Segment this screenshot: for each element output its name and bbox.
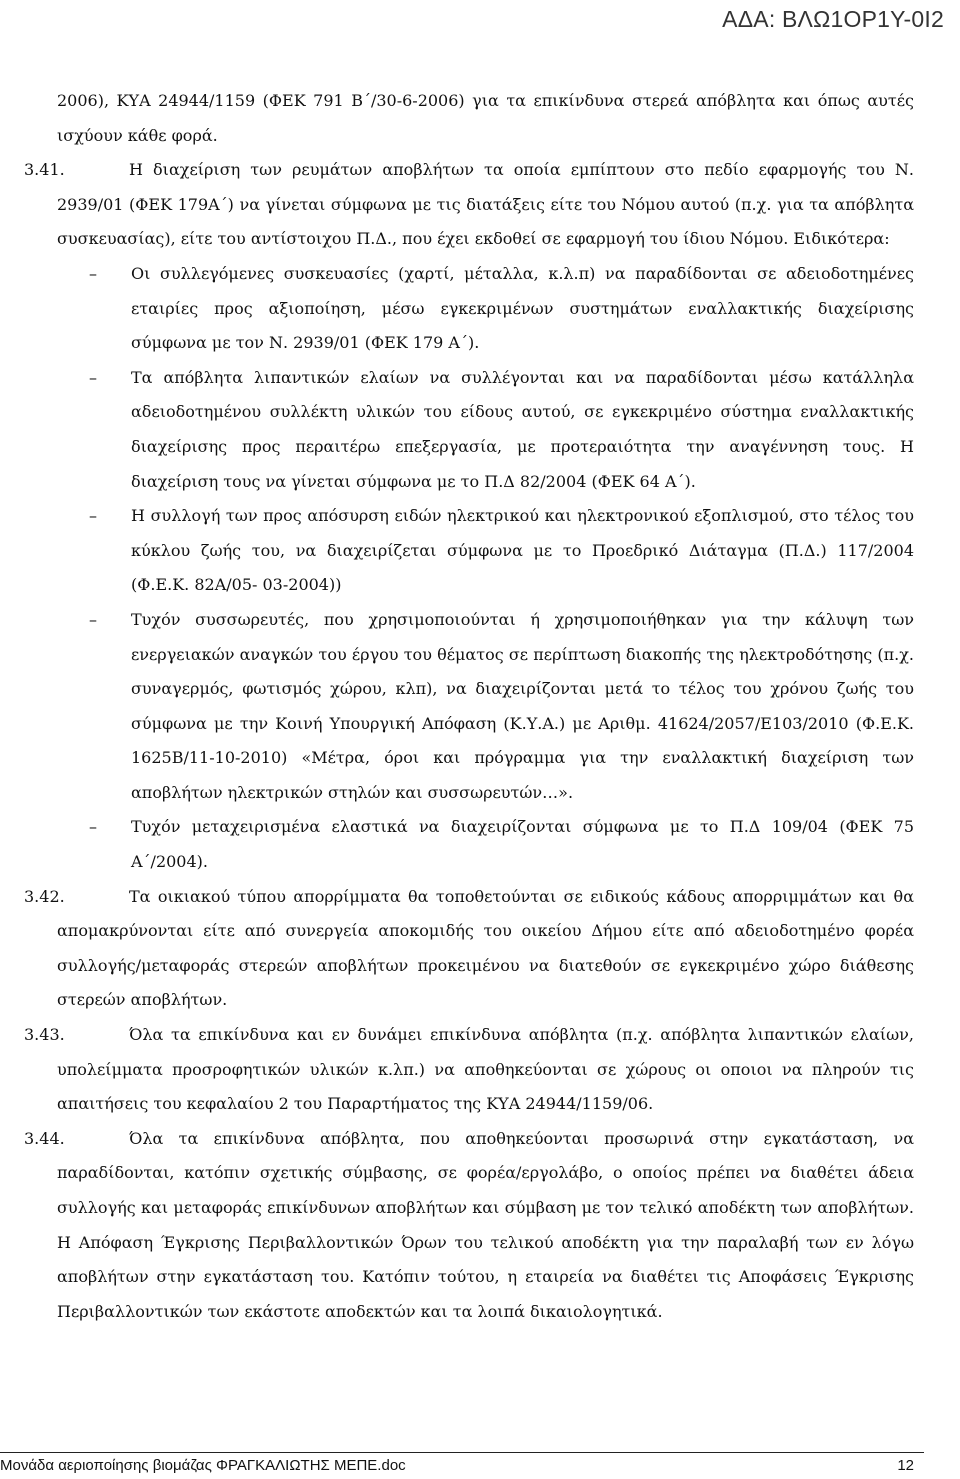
section-text: Όλα τα επικίνδυνα απόβλητα, που αποθηκεύονται προσωρινά στην εγκατάσταση, να παραδίδονται, κατόπιν σχετικής σύμβασης, σε φορέα/εργολάβο, ο οποίος πρέπει να διαθέτει άδεια συλλογής και μεταφοράς επικίνδυνων αποβλήτων και σύμβαση με τον τελικό αποδέκτη των αποβλήτων. Η Απόφαση Έγκρισης Περιβαλλοντικών Όρων του τελικού αποδέκτη για την παραλαβή των εν λόγω αποβλήτων στην εγκατάσταση του. Κατόπιν τούτου, η εταιρεία να διαθέτει τις Αποφάσεις Έγκρισης Περιβαλλοντικών των εκάστοτε αποδεκτών και τα λοιπά δικαιολογητικά. xyxy=(57,1128,914,1321)
list-item-text: Τα απόβλητα λιπαντικών ελαίων να συλλέγονται και να παραδίδονται μέσω κατάλληλα αδειοδοτημένου συλλέκτη υλικών του είδους αυτού, σε εγκεκριμένο σύστημα εναλλακτικής διαχείρισης προς περαιτέρω επεξεργασία, με προτεραιότητα την αναγέννηση τους. Η διαχείριση τους να γίνεται σύμφωνα με το Π.Δ 82/2004 (ΦΕΚ 64 Α΄). xyxy=(131,367,914,491)
section-number: 3.43. xyxy=(24,1025,65,1045)
section-3-44 xyxy=(24,1122,914,1330)
dash-marker: – xyxy=(89,609,97,629)
ada-identifier: ΑΔΑ: ΒΛΩ1ΟΡ1Υ-0Ι2 xyxy=(722,6,944,32)
footer-filename: Μονάδα αεριοποίησης βιομάζας ΦΡΑΓΚΑΛΙΩΤΗΣ ΜΕΠΕ.doc xyxy=(0,1457,406,1474)
document-body xyxy=(24,84,914,1329)
list-item-text: Τυχόν μεταχειρισμένα ελαστικά να διαχειρίζονται σύμφωνα με το Π.Δ 109/04 (ΦΕΚ 75 Α΄/2004). xyxy=(131,817,914,872)
list-item-text: Οι συλλεγόμενες συσκευασίες (χαρτί, μέταλλα, κ.λ.π) να παραδίδονται σε αδειοδοτημένες εταιρίες προς αξιοποίηση, μέσω εγκεκριμένων συστημάτων εναλλακτικής διαχείρισης σύμφωνα με τον Ν. 2939/01 (ΦΕΚ 179 Α΄). xyxy=(131,263,914,353)
section-3-42 xyxy=(24,880,914,1018)
section-text: Όλα τα επικίνδυνα και εν δυνάμει επικίνδυνα απόβλητα (π.χ. απόβλητα λιπαντικών ελαίων, υπολείμματα προσροφητικών υλικών κ.λπ.) να αποθηκεύονται σε χώρους οι οποιοι να πληρούν τις απαιτήσεις του κεφαλαίου 2 του Παραρτήματος της ΚΥΑ 24944/1159/06. xyxy=(57,1025,914,1114)
list-item xyxy=(57,499,914,603)
list-item xyxy=(57,603,914,811)
list-item xyxy=(57,810,914,879)
list-item xyxy=(57,257,914,361)
dash-marker: – xyxy=(89,263,97,283)
dash-marker: – xyxy=(89,367,97,387)
section-number: 3.44. xyxy=(24,1128,65,1148)
list-item xyxy=(57,361,914,499)
page-number: 12 xyxy=(897,1457,914,1474)
section-3-43 xyxy=(24,1018,914,1122)
bullet-list xyxy=(57,257,914,880)
dash-marker: – xyxy=(89,506,97,526)
section-number: 3.41. xyxy=(24,160,65,180)
footer-divider xyxy=(0,1452,924,1453)
continuation-paragraph: 2006), ΚΥΑ 24944/1159 (ΦΕΚ 791 Β΄/30-6-2006) για τα επικίνδυνα στερεά απόβλητα και όπως αυτές ισχύουν κάθε φορά. xyxy=(57,91,914,145)
list-item-text: Τυχόν συσσωρευτές, που χρησιμοποιούνται ή χρησιμοποιήθηκαν για την κάλυψη των ενεργειακών αναγκών του έργου του θέματος σε περίπτωση διακοπής της ηλεκτροδότησης (π.χ. συναγερμός, φωτισμός χώρου, κλπ), να διαχειρίζονται μετά το τέλος του χρόνου ζωής του σύμφωνα με την Κοινή Υπουργική Απόφαση (Κ.Υ.Α.) με Αριθμ. 41624/2057/Ε103/2010 (Φ.Ε.Κ. 1625Β/11-10-2010) «Μέτρα, όροι και πρόγραμμα για την εναλλακτική διαχείριση των αποβλήτων ηλεκτρικών στηλών και συσσωρευτών…». xyxy=(131,609,914,802)
dash-marker: – xyxy=(89,817,97,837)
section-text: Τα οικιακού τύπου απορρίμματα θα τοποθετούνται σε ειδικούς κάδους απορριμμάτων και θα απομακρύνονται είτε από συνεργεία αποκομιδής του οικείου Δήμου είτε από αδειοδοτημένο φορέα συλλογής/μεταφοράς στερεών αποβλήτων προκειμένου να διατεθούν σε εγκεκριμένο χώρο διάθεσης στερεών αποβλήτων. xyxy=(57,886,914,1010)
list-item-text: Η συλλογή των προς απόσυρση ειδών ηλεκτρικού και ηλεκτρονικού εξοπλισμού, στο τέλος του κύκλου ζωής του, να διαχειρίζεται σύμφωνα με το Προεδρικό Διάταγμα (Π.Δ.) 117/2004 (Φ.Ε.Κ. 82Α/05- 03-2004)) xyxy=(131,506,914,595)
section-text: Η διαχείριση των ρευμάτων αποβλήτων τα οποία εμπίπτουν στο πεδίο εφαρμογής του Ν. 2939/01 (ΦΕΚ 179Α΄) να γίνεται σύμφωνα με τις διατάξεις είτε του Νόμου αυτού (π.χ. για τα απόβλητα συσκευασίας), είτε του αντίστοιχου Π.Δ., που έχει εκδοθεί σε εφαρμογή του ίδιου Νόμου. Ειδικότερα: xyxy=(57,160,914,249)
section-3-41 xyxy=(24,153,914,879)
section-number: 3.42. xyxy=(24,886,65,906)
